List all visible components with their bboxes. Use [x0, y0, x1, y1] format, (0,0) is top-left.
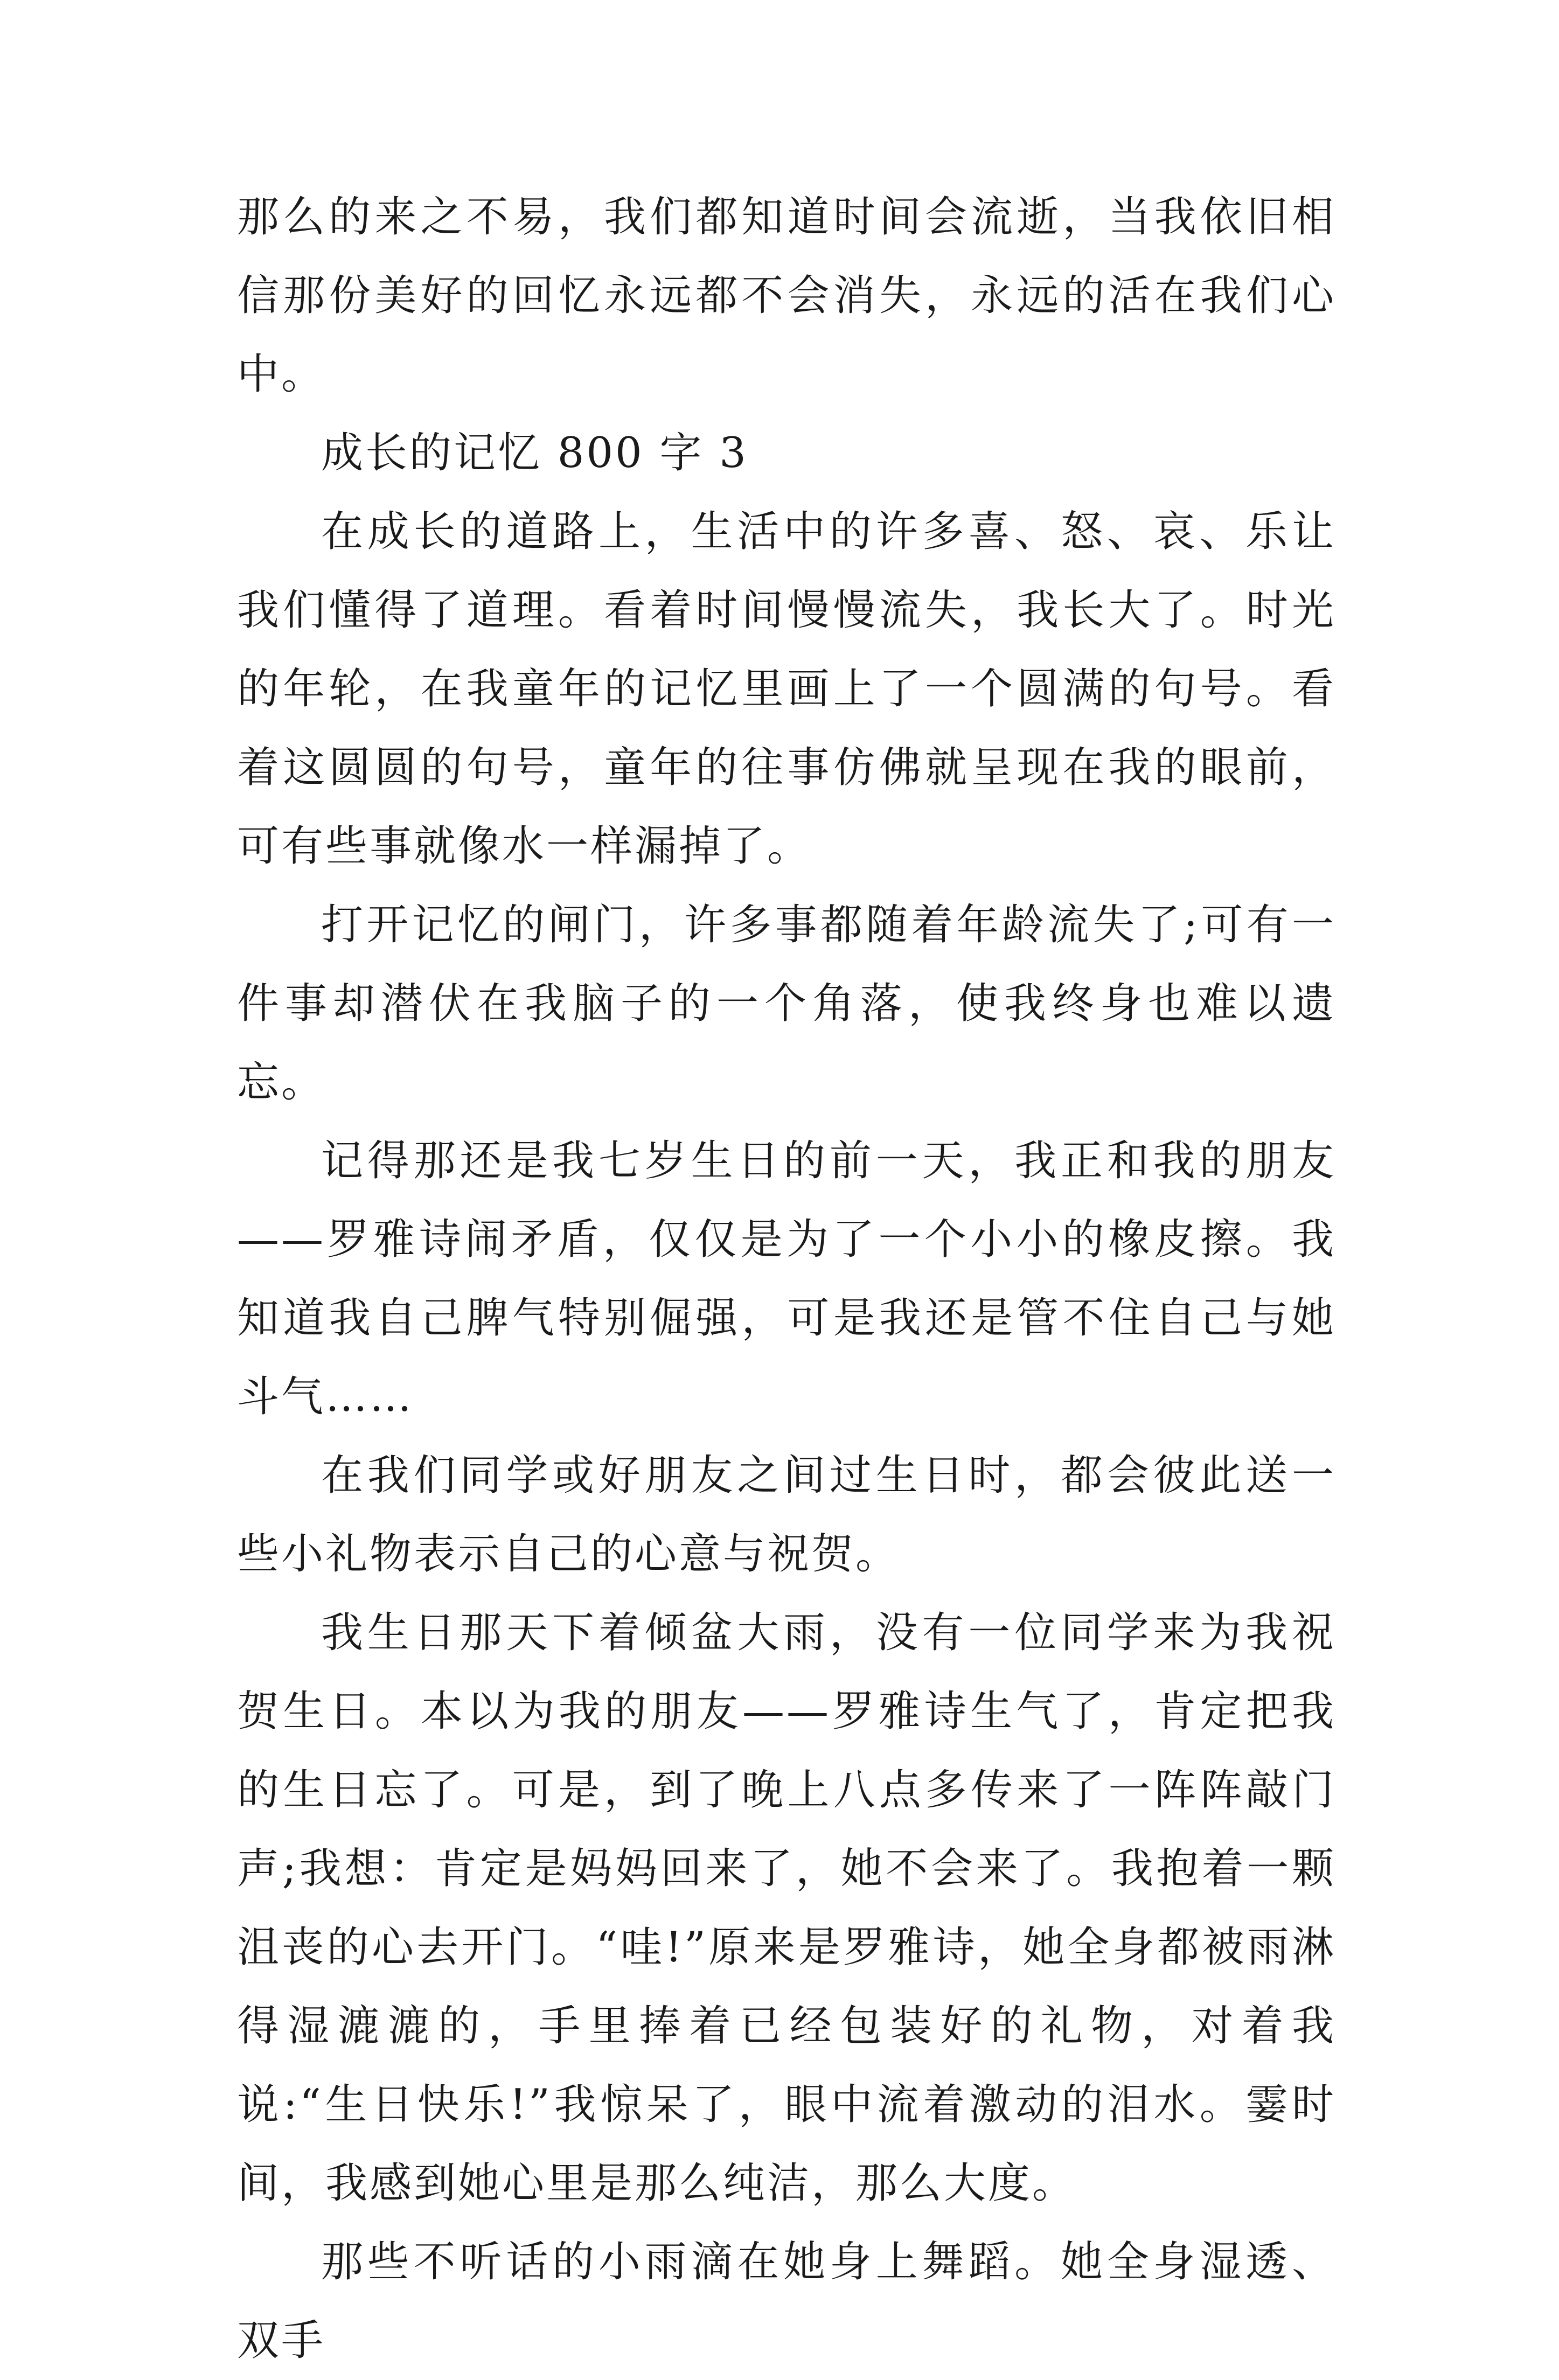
document-body [237, 178, 1336, 2380]
paragraph-1: 那么的来之不易，我们都知道时间会流逝，当我依旧相信那份美好的回忆永远都不会消失，永远的活在我们心中。 [237, 193, 1336, 399]
paragraph-3: 打开记忆的闸门，许多事都随着年龄流失了;可有一件事却潜伏在我脑子的一个角落，使我终身也难以遗忘。 [237, 901, 1336, 1107]
paragraph-4: 记得那还是我七岁生日的前一天，我正和我的朋友——罗雅诗闹矛盾，仅仅是为了一个小小的橡皮擦。我知道我自己脾气特别倔强，可是我还是管不住自己与她斗气…… [237, 1137, 1336, 1421]
paragraph-5: 在我们同学或好朋友之间过生日时，都会彼此送一些小礼物表示自己的心意与祝贺。 [237, 1451, 1336, 1578]
paragraph-2: 在成长的道路上，生活中的许多喜、怒、哀、乐让我们懂得了道理。看着时间慢慢流失，我长大了。时光的年轮，在我童年的记忆里画上了一个圆满的句号。看着这圆圆的句号，童年的往事仿佛就呈现在我的眼前，可有些事就像水一样漏掉了。 [237, 507, 1336, 871]
section-heading: 成长的记忆 800 字 3 [321, 429, 748, 477]
paragraph-7: 那些不听话的小雨滴在她身上舞蹈。她全身湿透、双手 [237, 2238, 1336, 2365]
paragraph-6: 我生日那天下着倾盆大雨，没有一位同学来为我祝贺生日。本以为我的朋友——罗雅诗生气了，肯定把我的生日忘了。可是，到了晚上八点多传来了一阵阵敲门声;我想：肯定是妈妈回来了，她不会来了。我抱着一颗沮丧的心去开门。“哇!”原来是罗雅诗，她全身都被雨淋得湿漉漉的，手里捧着已经包装好的礼物，对着我说:“生日快乐!”我惊呆了，眼中流着激动的泪水。霎时间，我感到她心里是那么纯洁，那么大度。 [237, 1609, 1336, 2208]
